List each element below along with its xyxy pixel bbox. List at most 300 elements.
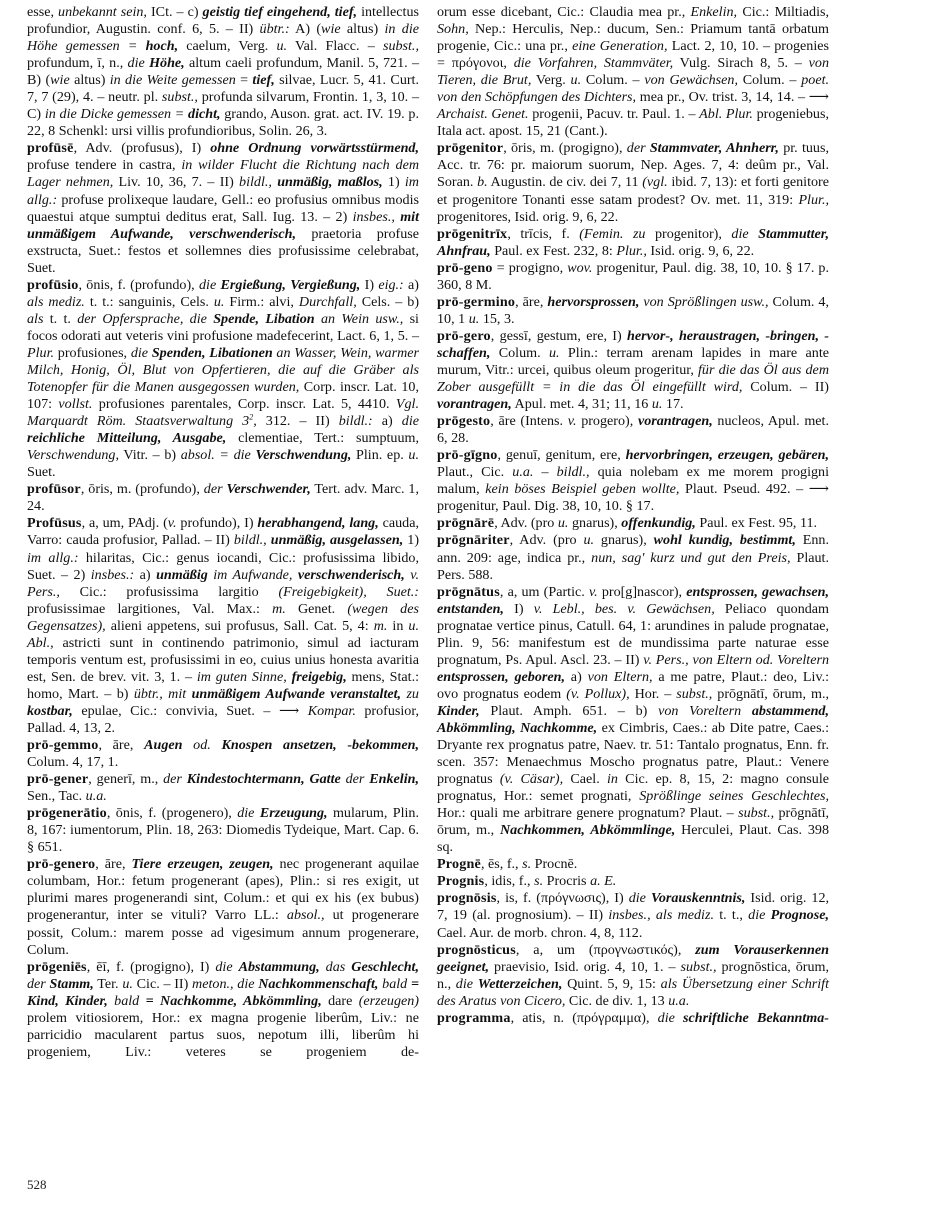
italic-gloss: Verschwendung,: [27, 447, 119, 464]
italic-gloss: der: [27, 975, 50, 992]
italic-gloss: vollst.: [58, 396, 93, 413]
entry-text: t. t.: [43, 310, 78, 327]
italic-gloss: die: [199, 276, 221, 293]
italic-gloss: das: [319, 958, 352, 975]
entry-text: Cael. Aur. de morb. chron. 4, 8, 112.: [437, 924, 643, 941]
entry-text: , atis, n. (πρόγραμμα),: [510, 1009, 658, 1026]
entry-text: Lact. 2, 10, 10. – progenies = πρόγονοι,: [437, 38, 830, 72]
bold-translation: wohl kundig, bestimmt,: [653, 532, 796, 549]
italic-gloss: v. Lebl., bes. v. Gewächsen,: [533, 600, 715, 617]
entry-text: profusissimae largitiones, Val. Max.:: [27, 600, 273, 617]
entry-text: Cic.: Miltiadis,: [737, 4, 829, 20]
bold-translation: vorantragen,: [437, 396, 512, 413]
italic-gloss: u.: [583, 532, 595, 549]
entry-text: progenitores, Isid. orig. 9, 6, 22.: [437, 208, 619, 225]
entry-text: profundum, ī, n.,: [27, 55, 128, 72]
italic-gloss: a. E.: [590, 873, 617, 890]
italic-gloss: v.: [588, 583, 598, 600]
entry-text: Plaut., Cic.: [437, 464, 513, 481]
italic-gloss: ,: [253, 413, 257, 430]
italic-gloss: (erzeugen): [358, 992, 419, 1009]
dictionary-entry: [437, 413, 829, 447]
bold-translation: entsprossen, geboren,: [437, 668, 565, 685]
headword: profūsio: [27, 276, 79, 293]
headword: prōgenitor: [437, 140, 504, 157]
entry-text: , a, um (Partic.: [499, 583, 589, 600]
entry-text: Enn. ann. 209: age, indica pr.,: [437, 532, 829, 566]
entry-text: 1): [382, 174, 405, 191]
entry-text: Sen., Tac.: [27, 788, 86, 805]
bold-translation: tief,: [252, 72, 275, 89]
bold-translation: Verschwender,: [226, 481, 311, 498]
dictionary-entry: [437, 890, 829, 941]
entry-text: , a, um (προγνωστικός),: [515, 941, 696, 958]
italic-gloss: b.: [477, 174, 488, 191]
entry-text: Colum. 4, 17, 1.: [27, 754, 119, 771]
entry-text: progenitur, Paul. dig. 38, 10, 10. § 17. p. 360, 8 M.: [437, 259, 830, 293]
italic-gloss: als: [27, 310, 44, 327]
headword: prognōsticus: [437, 941, 516, 958]
entry-text: Plin.: terram arenam lapides in mare ante murum, Vitr.: urcei, quibus oleum progeritur,: [437, 344, 830, 378]
headword: prō-gero: [437, 327, 491, 344]
italic-gloss: u.: [213, 293, 225, 310]
dictionary-entry: [437, 328, 829, 413]
italic-gloss: bald: [378, 975, 411, 992]
entry-text: profundo), I): [176, 515, 258, 532]
entry-text: in: [387, 617, 409, 634]
italic-gloss: übtr., mit: [133, 685, 192, 702]
entry-text: Tert. adv. Marc. 1, 24.: [27, 481, 419, 515]
bold-translation: unmäßigem Aufwande veranstaltet,: [191, 685, 402, 702]
italic-gloss: der: [626, 140, 650, 157]
entry-text: , generī, m.,: [88, 771, 164, 788]
dictionary-entry: [437, 856, 829, 873]
italic-gloss: im guten Sinne,: [196, 668, 292, 685]
italic-gloss: u.: [468, 310, 480, 327]
italic-gloss: m.: [373, 617, 388, 634]
italic-gloss: die: [237, 805, 260, 822]
entry-text: profuse prolixeque laudare, Gell.: eo profusius omnibus modis quaestui atque sumptui deditus erat, Sall. Iug. 13. – 2): [27, 191, 419, 225]
entry-text: profunda silvarum, Frontin. 1, 3, 10. – C): [27, 89, 419, 123]
italic-gloss: u.a.: [668, 992, 690, 1009]
entry-text: ICt. – c): [146, 4, 203, 20]
italic-gloss: v. Pers.,: [27, 566, 419, 600]
italic-gloss: v.: [567, 413, 577, 430]
entry-text: Cels. – b): [356, 293, 420, 310]
entry-text: alieni appetens, sui profusus, Sall. Cat. 5, 4:: [105, 617, 374, 634]
dictionary-entry: [437, 140, 829, 225]
italic-gloss: subst.,: [738, 805, 775, 822]
entry-text: Plaut. Amph. 651. – b): [479, 702, 659, 719]
bold-translation: unmäßig: [156, 566, 208, 583]
italic-gloss: u.: [276, 38, 288, 55]
bold-translation: Prognose,: [770, 907, 829, 924]
entry-text: a): [134, 566, 157, 583]
italic-gloss: als Übersetzung einer Schrift des Aratus von Cicero,: [437, 975, 829, 1009]
entry-text: Procnē.: [531, 856, 578, 873]
italic-gloss: an Wasser, Wein, warmer Milch, Honig, Öl, Blut von Opfertieren, die auf die Gräber als Totenopfer für die Manen ausgegossen wurden,: [27, 344, 419, 396]
italic-gloss: die: [127, 55, 150, 72]
entry-text: Suet.: [27, 464, 56, 481]
entry-text: Cic.: profusissima largitio: [59, 583, 279, 600]
entry-text: cauda, Varro: cauda profusior, Pallad. – II): [27, 515, 419, 549]
entry-text: silvae, Lucr. 5, 41. Curt. 7, 7 (29), 4. – neutr. pl.: [27, 72, 420, 106]
italic-gloss: u.a.: [85, 788, 107, 805]
italic-gloss: eig.:: [378, 276, 404, 293]
italic-gloss: in: [606, 771, 618, 788]
italic-gloss: an Wein usw.,: [314, 310, 404, 327]
entry-text: clementiae, Tert.: sumptuum,: [226, 430, 419, 447]
italic-gloss: von Tieren, die Brut,: [437, 55, 829, 89]
italic-gloss: bildl.,: [239, 174, 272, 191]
entry-text: grando, Auson. grat. act. IV. 19. p. 22, 8 Schenkl: ursi villis profundioribus, Solin. 26, 3.: [27, 106, 419, 140]
italic-gloss: die: [130, 344, 152, 361]
bold-translation: Ergießung, Vergießung,: [220, 276, 361, 293]
bold-translation: = Kind, Kinder,: [27, 975, 419, 1009]
bold-translation: reichliche Mitteilung, Ausgabe,: [27, 430, 227, 447]
bold-translation: abstammend, Abkömmling, Nachkomme,: [437, 702, 830, 736]
entry-text: Val. Flacc. –: [287, 38, 383, 55]
entry-text: a me patre, Plaut.: deo, Liv.: ovo prognatus eodem: [437, 668, 830, 702]
dictionary-entry: [27, 959, 419, 1061]
entry-text: Paul. ex Fest. 95, 11.: [695, 515, 818, 532]
italic-gloss: Sohn,: [437, 21, 469, 38]
dictionary-entry: [27, 856, 419, 958]
italic-gloss: Sprößlinge seines Geschlechtes,: [639, 788, 829, 805]
headword: prōgeniēs: [27, 958, 87, 975]
entry-text: 312. – II): [256, 413, 339, 430]
italic-gloss: (v. Pollux),: [566, 685, 630, 702]
italic-gloss: übtr.:: [259, 21, 290, 38]
bold-translation: Augen: [144, 737, 183, 754]
dictionary-entry: [27, 737, 419, 771]
italic-gloss: von Gewächsen,: [644, 72, 738, 89]
bold-translation: Nachkommen, Abkömmlinge,: [500, 822, 676, 839]
entry-text: , Adv. (pro: [509, 532, 584, 549]
italic-gloss: von Voreltern: [658, 702, 752, 719]
italic-gloss: im Aufwande,: [207, 566, 298, 583]
bold-translation: entsprossen, gewachsen, entstanden,: [437, 583, 829, 617]
entry-text: Vulg. Sirach 8, 5. –: [673, 55, 809, 72]
italic-gloss: bildl.:: [338, 413, 373, 430]
dictionary-entry: [437, 4, 829, 140]
italic-gloss: wie: [50, 72, 70, 89]
entry-text: dare: [321, 992, 359, 1009]
bold-translation: Erzeugung,: [259, 805, 328, 822]
entry-text: intellectus profundior, Augustin. conf. 6, 5. – II): [27, 4, 419, 38]
dictionary-column-left: [27, 4, 419, 1061]
entry-text: mea pr., Ov. trist. 3, 14, 14. – ⟶: [636, 89, 829, 106]
entry-text: profusior, Pallad. 4, 13, 2.: [27, 702, 420, 736]
entry-text: Plin. ep.: [351, 447, 409, 464]
headword: prōgenerātio: [27, 805, 107, 822]
italic-gloss: meton., die: [192, 975, 259, 992]
bold-translation: unmäßig, maßlos,: [277, 174, 383, 191]
italic-gloss: eine Generation,: [572, 38, 668, 55]
bold-translation: Geschlecht,: [351, 958, 419, 975]
dictionary-entry: [27, 4, 419, 140]
entry-text: profusiones parentales, Corp. inscr. Lat. 5, 4410.: [92, 396, 396, 413]
italic-gloss: wie: [321, 21, 341, 38]
entry-text: esse,: [27, 4, 59, 20]
entry-text: Plaut. Pers. 588.: [437, 549, 829, 583]
bold-translation: Spende, Libation: [213, 310, 315, 327]
headword: Prognis: [437, 873, 485, 890]
dictionary-entry: [27, 277, 419, 482]
entry-text: Ter.: [93, 975, 123, 992]
entry-text: , ōris, m. (progigno),: [503, 140, 627, 157]
entry-text: prōgnātī, ōrum, m.,: [712, 685, 829, 702]
entry-text: a): [403, 276, 419, 293]
headword: Profūsus: [27, 515, 82, 532]
bold-translation: hervorsprossen,: [547, 293, 640, 310]
entry-text: Colum. 4, 10, 1: [437, 293, 829, 327]
entry-text: gnarus),: [594, 532, 654, 549]
italic-gloss: u.: [570, 72, 582, 89]
bold-translation: Enkelin,: [369, 771, 419, 788]
entry-text: prōgnātī, ōrum, m.,: [437, 805, 830, 839]
entry-text: Herculei, Plaut. Cas. 398 sq.: [437, 822, 829, 856]
entry-text: , gessī, gestum, ere, I): [490, 327, 628, 344]
entry-text: , Adv. (profusus), I): [73, 140, 211, 157]
entry-text: gnarus),: [568, 515, 622, 532]
italic-gloss: Plur.,: [616, 242, 647, 259]
entry-text: pro[g]nascor),: [597, 583, 687, 600]
entry-text: ut progenerare possit, Colum.: marem posse ad vigesimum annum progenerare, Colum.: [27, 907, 419, 958]
dictionary-entry: [437, 942, 829, 1010]
entry-text: caelum, Verg.: [178, 38, 277, 55]
italic-gloss: (vgl.: [642, 174, 668, 191]
entry-text: , a, um, PAdj. (: [81, 515, 168, 532]
entry-text: nucleos, Apul. met. 6, 28.: [437, 413, 829, 447]
dictionary-entry: [437, 260, 829, 294]
italic-gloss: die: [731, 225, 759, 242]
entry-text: Apul. met. 4, 31; 11, 16: [511, 396, 652, 413]
italic-gloss: unbekannt sein,: [58, 4, 147, 20]
bold-translation: vorantragen,: [637, 413, 713, 430]
entry-text: Hor.: quali me arbitrare genere prognatum? Plaut. –: [437, 805, 739, 822]
bold-translation: hervor-, heraustragen, -bringen, -schaffen,: [437, 327, 829, 361]
italic-gloss: bildl.,: [233, 532, 267, 549]
bold-translation: schriftliche Bekanntma-: [683, 1009, 830, 1026]
bold-translation: zum Vorauserkennen geeignet,: [437, 941, 829, 975]
headword: prō-gener: [27, 771, 89, 788]
entry-text: Colum. –: [737, 72, 802, 89]
entry-text: Verg.: [531, 72, 571, 89]
italic-gloss: v. Pers., von Eltern od. Voreltern: [643, 651, 830, 668]
bold-translation: Stamm,: [49, 975, 94, 992]
italic-gloss: der: [203, 481, 227, 498]
italic-gloss: u.: [549, 344, 560, 361]
entry-text: progero),: [576, 413, 638, 430]
bold-translation: dicht,: [188, 106, 221, 123]
dictionary-entry: [27, 805, 419, 856]
italic-gloss: Enkelin,: [690, 4, 738, 20]
entry-text: , ōris, m. (profundo),: [80, 481, 204, 498]
italic-gloss: die: [628, 890, 651, 907]
italic-gloss: insbes.,: [352, 208, 395, 225]
headword: prō-gemmo: [27, 737, 99, 754]
entry-text: Plaut. Pseud. 492. – ⟶ progenitur, Paul. Dig. 38, 10, 10. § 17.: [437, 481, 829, 515]
entry-text: ibid. 7, 13): et forti genitore et progenitore Tonanti esse satam prodest? Ov. met. 11, 319:: [437, 174, 829, 208]
dictionary-entry: [437, 515, 829, 532]
entry-text: praetoria profuse exstructa, Suet.: festos et sollemnes dies profusissime celebrabat, Suet.: [27, 225, 419, 276]
entry-text: altus): [340, 21, 385, 38]
italic-gloss: der: [340, 771, 370, 788]
headword: prō-geno: [437, 259, 493, 276]
bold-translation: Abstammung,: [238, 958, 320, 975]
dictionary-entry: [27, 140, 419, 276]
italic-gloss: in wilder Flucht die Richtung nach dem Lager nehmen,: [27, 157, 420, 191]
italic-gloss: m.: [272, 600, 286, 617]
dictionary-entry: [437, 532, 829, 583]
dictionary-entry: [437, 294, 829, 328]
italic-gloss: Vgl. Marquardt Röm. Staatsverwaltung 3: [27, 396, 419, 430]
bold-translation: hervorbringen, erzeugen, gebären,: [625, 447, 829, 464]
italic-gloss: nun, sag' kurz und gut den Preis,: [591, 549, 791, 566]
entry-text: Cic. – II): [132, 975, 193, 992]
entry-text: progeniebus, Itala act. apost. 15, 21 (Cant.).: [437, 106, 829, 140]
dictionary-entry: [27, 771, 419, 805]
entry-text: Isid. orig. 12, 7, 19 (al. prognosium). – II): [437, 890, 830, 924]
bold-translation: Kinder,: [437, 702, 480, 719]
bold-translation: Verschwendung,: [255, 447, 352, 464]
dictionary-entry: [437, 226, 829, 260]
entry-text: a): [564, 668, 588, 685]
entry-text: , āre,: [98, 737, 145, 754]
italic-gloss: der: [163, 771, 187, 788]
italic-gloss: in die Weite gemessen: [109, 72, 236, 89]
entry-text: , āre,: [515, 293, 548, 310]
headword: profūsē: [27, 140, 74, 157]
entry-text: quia nolebam ex me morem progigni malum,: [437, 464, 830, 498]
entry-text: Colum.: [490, 344, 549, 361]
entry-text: progenitor),: [645, 225, 732, 242]
headword: prognōsis: [437, 890, 497, 907]
entry-text: I): [360, 276, 379, 293]
italic-gloss: von Eltern,: [587, 668, 653, 685]
headword: prō-genero: [27, 856, 96, 873]
italic-gloss: u.: [651, 396, 663, 413]
dictionary-column-right: [437, 4, 829, 1027]
entry-text: praevisio, Isid. orig. 4, 10, 1. –: [489, 958, 681, 975]
bold-translation: verschwenderisch,: [297, 566, 405, 583]
bold-translation: Stammutter, Ahnfrau,: [437, 225, 829, 259]
italic-gloss: u. Abl.,: [27, 617, 419, 651]
entry-text: a): [372, 413, 402, 430]
bold-translation: Tiere erzeugen, zeugen,: [131, 856, 274, 873]
headword: prōgnātus: [437, 583, 500, 600]
bold-translation: geistig tief eingehend, tief,: [202, 4, 358, 20]
bold-translation: offenkundig,: [621, 515, 696, 532]
italic-gloss: die: [657, 1009, 684, 1026]
bold-translation: Wetterzeichen,: [477, 975, 563, 992]
bold-translation: Stammvater, Ahnherr,: [649, 140, 779, 157]
entry-text: 1): [403, 532, 420, 549]
italic-gloss: (wegen des Gegensatzes),: [27, 600, 419, 634]
entry-text: Cic. ep. 8, 15, 2: magno consule prognatus, Hor.: semet prognati,: [437, 771, 829, 805]
entry-text: t. t.,: [713, 907, 749, 924]
headword: prōgnārē: [437, 515, 495, 532]
entry-text: orum esse dicebant, Cic.: Claudia mea pr.,: [437, 4, 691, 20]
italic-gloss: Plur.: [27, 344, 55, 361]
entry-text: I): [503, 600, 534, 617]
entry-text: , ēī, f. (progigno), I): [86, 958, 216, 975]
italic-gloss: wov.: [567, 259, 593, 276]
italic-gloss: der Opfersprache, die: [77, 310, 214, 327]
italic-gloss: v.: [167, 515, 177, 532]
bold-translation: freigebig,: [291, 668, 347, 685]
entry-text: , idis, f.,: [484, 873, 535, 890]
entry-text: , ēs, f.,: [481, 856, 523, 873]
entry-text: nec progenerant aquilae columbam, Hor.: fetum progenerant (apes), Plin.: si res exigit, ut plurimi mares progenerandi sint, Colum.: et qui ex his (ex bubus) progenerantur, inter se vituli? Varro LL.:: [27, 856, 419, 924]
italic-gloss: im allg.:: [27, 174, 419, 208]
entry-text: prolem vitiosiorem, Hor.: ex magna progenie liberûm, Liv.: ne parricidio macularent partus suos, nepotum illi, liberûm hi progeniem, Liv.: veteres se progeniem de-: [27, 1009, 419, 1060]
italic-gloss: insbes., als mediz.: [608, 907, 714, 924]
entry-text: Colum. – II): [742, 379, 829, 396]
italic-gloss: Archaist. Genet.: [437, 106, 529, 123]
dictionary-entry: [27, 481, 419, 515]
italic-gloss: die Vorfahren, Stammväter,: [513, 55, 674, 72]
entry-text: , is, f. (πρόγνωσις), I): [496, 890, 629, 907]
entry-text: altum caeli profundum, Manil. 5, 721. – B) (: [27, 55, 420, 89]
bold-translation: mit unmäßigem Aufwande, verschwenderisch,: [27, 208, 419, 242]
headword: prōgenitrīx: [437, 225, 508, 242]
bold-translation: = Nachkomme, Abkömmling,: [145, 992, 322, 1009]
entry-text: Colum. –: [581, 72, 645, 89]
entry-text: astricti sunt in continendo patrimonio, simul ad iacturam temporis ventum est, profusissimi in eo, cuius unius honesta avaritia est, Sen. de brev. vit. 3, 1. –: [27, 634, 419, 685]
entry-text: epulae, Cic.: convivia, Suet. – ⟶: [72, 702, 308, 719]
bold-translation: hoch,: [145, 38, 179, 55]
italic-gloss: subst.,: [161, 89, 198, 106]
italic-gloss: die: [455, 975, 478, 992]
bold-translation: ohne Ordnung vorwärtsstürmend,: [210, 140, 419, 157]
italic-gloss: die: [215, 958, 239, 975]
italic-gloss: Plur.,: [798, 191, 829, 208]
italic-gloss: (Femin. zu: [579, 225, 646, 242]
bold-translation: Vorauskenntnis,: [650, 890, 746, 907]
dictionary-entry: [437, 1010, 829, 1027]
italic-gloss: die: [401, 413, 419, 430]
headword: prō-germino: [437, 293, 516, 310]
entry-text: mens, Stat.: homo, Mart. – b): [27, 668, 420, 702]
entry-text: 17.: [662, 396, 684, 413]
italic-gloss: als mediz.: [27, 293, 85, 310]
italic-gloss: s.: [534, 873, 544, 890]
entry-text: Nep.: Herculis, Nep.: ducum, Sen.: Priamum tantā orbatum progenie, Cic.: una pr.,: [437, 21, 829, 55]
dictionary-entry: [437, 873, 829, 890]
italic-gloss: Kompar.: [307, 702, 356, 719]
page-number: 528: [27, 1177, 47, 1192]
italic-gloss: die: [748, 907, 771, 924]
italic-gloss: subst.,: [676, 685, 713, 702]
italic-gloss: Abl. Plur.: [699, 106, 753, 123]
entry-text: = progigno,: [492, 259, 568, 276]
entry-text: mularum, Plin. 8, 167: iumentorum, Plin. 18, 263: Diomedis Tydeique, Mart. Cap. 6. § 651.: [27, 805, 419, 856]
dictionary-entry: [437, 447, 829, 515]
entry-text: Firm.: alvi,: [224, 293, 299, 310]
bold-translation: Kindestochtermann, Gatte: [186, 771, 341, 788]
italic-gloss: im allg.:: [27, 549, 79, 566]
italic-gloss: absol. = die: [180, 447, 256, 464]
entry-text: hilaritas, Cic.: genus iocandi, Cic.: profusissima libido, Suet. – 2): [27, 549, 419, 583]
italic-gloss: Durchfall,: [298, 293, 357, 310]
bold-translation: Spenden, Libationen: [151, 344, 273, 361]
bold-translation: Nachkommenschaft,: [258, 975, 379, 992]
superscript: 2: [249, 412, 254, 422]
italic-gloss: s.: [522, 856, 532, 873]
italic-gloss: kein böses Beispiel geben wollte,: [485, 481, 680, 498]
